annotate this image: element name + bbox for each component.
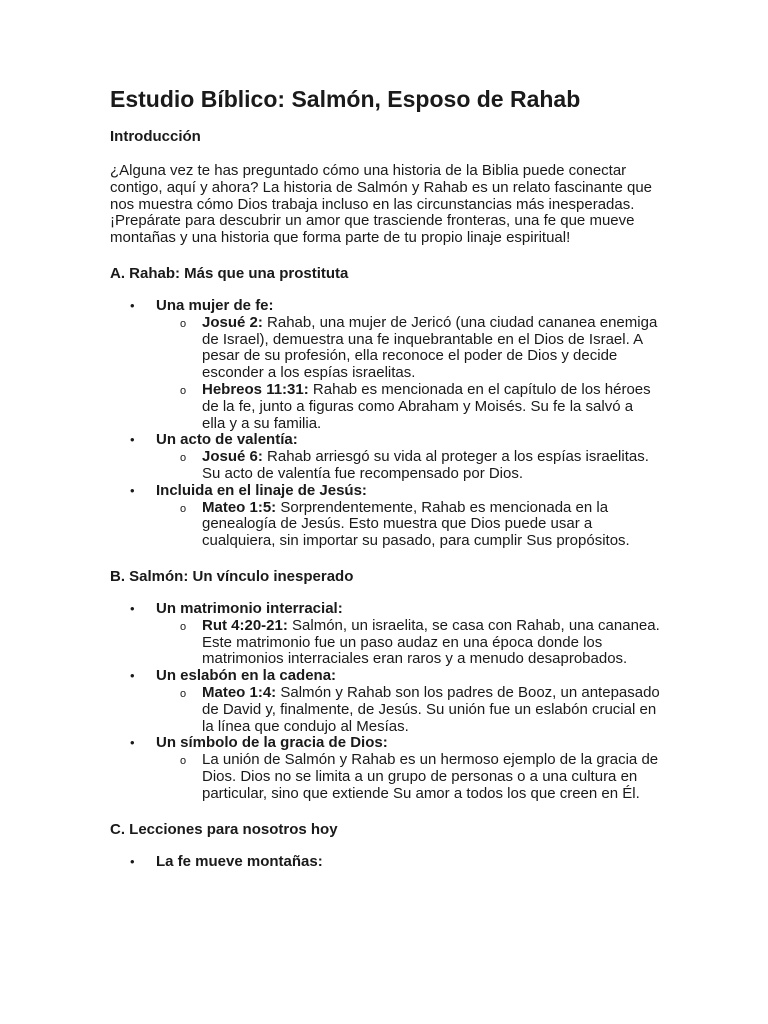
bullet-icon: • bbox=[130, 853, 135, 869]
list-item bbox=[110, 601, 660, 668]
section-heading: B. Salmón: Un vínculo inesperado bbox=[110, 567, 354, 585]
circle-bullet-icon: o bbox=[180, 502, 187, 515]
scripture-reference: Josué 2: bbox=[202, 313, 263, 331]
sub-list-item bbox=[156, 315, 660, 382]
bullet-icon: • bbox=[130, 600, 135, 616]
sub-item-text: Sorprendentemente, Rahab es mencionada en la genealogía de Jesús. Esto muestra que Dios puede usar a cualquiera, sin importar su pasado, para cumplir Sus propósitos. bbox=[202, 498, 630, 550]
bullet-icon: • bbox=[130, 668, 135, 684]
sub-list-item bbox=[156, 500, 660, 550]
sub-item-text: Salmón, un israelita, se casa con Rahab, una cananea. Este matrimonio fue un paso audaz en una época donde los matrimonios interraciales eran raros y a menudo desaprobados. bbox=[202, 616, 660, 668]
bullet-icon: • bbox=[130, 297, 135, 313]
list-item-title: Incluida en el linaje de Jesús: bbox=[156, 481, 367, 499]
circle-bullet-icon: o bbox=[180, 317, 187, 330]
sub-list-item bbox=[156, 382, 660, 432]
sub-list-item bbox=[156, 449, 660, 483]
section-list bbox=[110, 854, 660, 871]
sub-item-text: La unión de Salmón y Rahab es un hermoso ejemplo de la gracia de Dios. Dios no se limita a un grupo de personas o a una cultura en particular, sino que extiende Su amor a todos los que creen en Él. bbox=[202, 751, 659, 802]
circle-bullet-icon: o bbox=[180, 452, 187, 465]
sub-item-text: Salmón y Rahab son los padres de Booz, un antepasado de David y, finalmente, de Jesús. Su unión fue un eslabón crucial en la línea que condujo al Mesías. bbox=[202, 683, 660, 735]
sub-list bbox=[156, 618, 660, 668]
sub-list bbox=[156, 685, 660, 735]
list-item-title: Un acto de valentía: bbox=[156, 431, 298, 449]
sub-list-item bbox=[156, 752, 660, 802]
document-title: Estudio Bíblico: Salmón, Esposo de Rahab bbox=[110, 86, 581, 112]
scripture-reference: Mateo 1:4: bbox=[202, 683, 277, 701]
sub-list bbox=[156, 500, 660, 550]
scripture-reference: Mateo 1:5: bbox=[202, 498, 277, 516]
circle-bullet-icon: o bbox=[180, 384, 187, 397]
circle-bullet-icon: o bbox=[180, 755, 187, 768]
list-item bbox=[110, 668, 660, 735]
list-item bbox=[110, 735, 660, 802]
sub-list bbox=[156, 315, 660, 433]
list-item-title: Un símbolo de la gracia de Dios: bbox=[156, 734, 388, 752]
section-heading: C. Lecciones para nosotros hoy bbox=[110, 820, 338, 838]
list-item bbox=[110, 483, 660, 550]
section-heading: A. Rahab: Más que una prostituta bbox=[110, 264, 349, 282]
sub-list bbox=[156, 752, 660, 802]
list-item-title: Un matrimonio interracial: bbox=[156, 599, 343, 617]
section-list bbox=[110, 298, 660, 550]
list-item bbox=[110, 298, 660, 432]
list-item bbox=[110, 432, 660, 482]
scripture-reference: Josué 6: bbox=[202, 448, 263, 466]
scripture-reference: Hebreos 11:31: bbox=[202, 380, 309, 398]
section-list bbox=[110, 601, 660, 803]
list-item-title: Un eslabón en la cadena: bbox=[156, 667, 337, 685]
list-item bbox=[110, 854, 660, 871]
sections-container bbox=[110, 265, 660, 870]
sub-list-item bbox=[156, 618, 660, 668]
bullet-icon: • bbox=[130, 432, 135, 448]
scripture-reference: Rut 4:20-21: bbox=[202, 616, 288, 634]
sub-list-item bbox=[156, 685, 660, 735]
sub-item-text: Rahab es mencionada en el capítulo de los héroes de la fe, junto a figuras como Abraham y Moisés. Su fe la salvó a ella y a su familia. bbox=[202, 380, 651, 432]
circle-bullet-icon: o bbox=[180, 620, 187, 633]
intro-paragraph: ¿Alguna vez te has preguntado cómo una historia de la Biblia puede conectar contigo, aquí y ahora? La historia de Salmón y Rahab es un relato fascinante que nos muestra cómo Dios trabaja incluso en las circunstancias más inesperadas. ¡Prepárate para descubrir un amor que trasciende fronteras, una fe que mueve montañas y una historia que forma parte de tu propio linaje espiritual! bbox=[110, 162, 653, 247]
document-page bbox=[110, 84, 660, 870]
sub-list bbox=[156, 449, 660, 483]
sub-item-text: Rahab, una mujer de Jericó (una ciudad cananea enemiga de Israel), demuestra una fe inquebrantable en el Dios de Israel. A pesar de su profesión, ella reconoce el poder de Dios y decide esconder a los espías israelitas. bbox=[202, 313, 658, 382]
list-item-title: La fe mueve montañas: bbox=[156, 852, 323, 870]
bullet-icon: • bbox=[130, 735, 135, 751]
sub-item-text: Rahab arriesgó su vida al proteger a los espías israelitas. Su acto de valentía fue recompensado por Dios. bbox=[202, 448, 649, 482]
list-item-title: Una mujer de fe: bbox=[156, 296, 274, 314]
circle-bullet-icon: o bbox=[180, 687, 187, 700]
intro-heading: Introducción bbox=[110, 128, 201, 145]
bullet-icon: • bbox=[130, 482, 135, 498]
